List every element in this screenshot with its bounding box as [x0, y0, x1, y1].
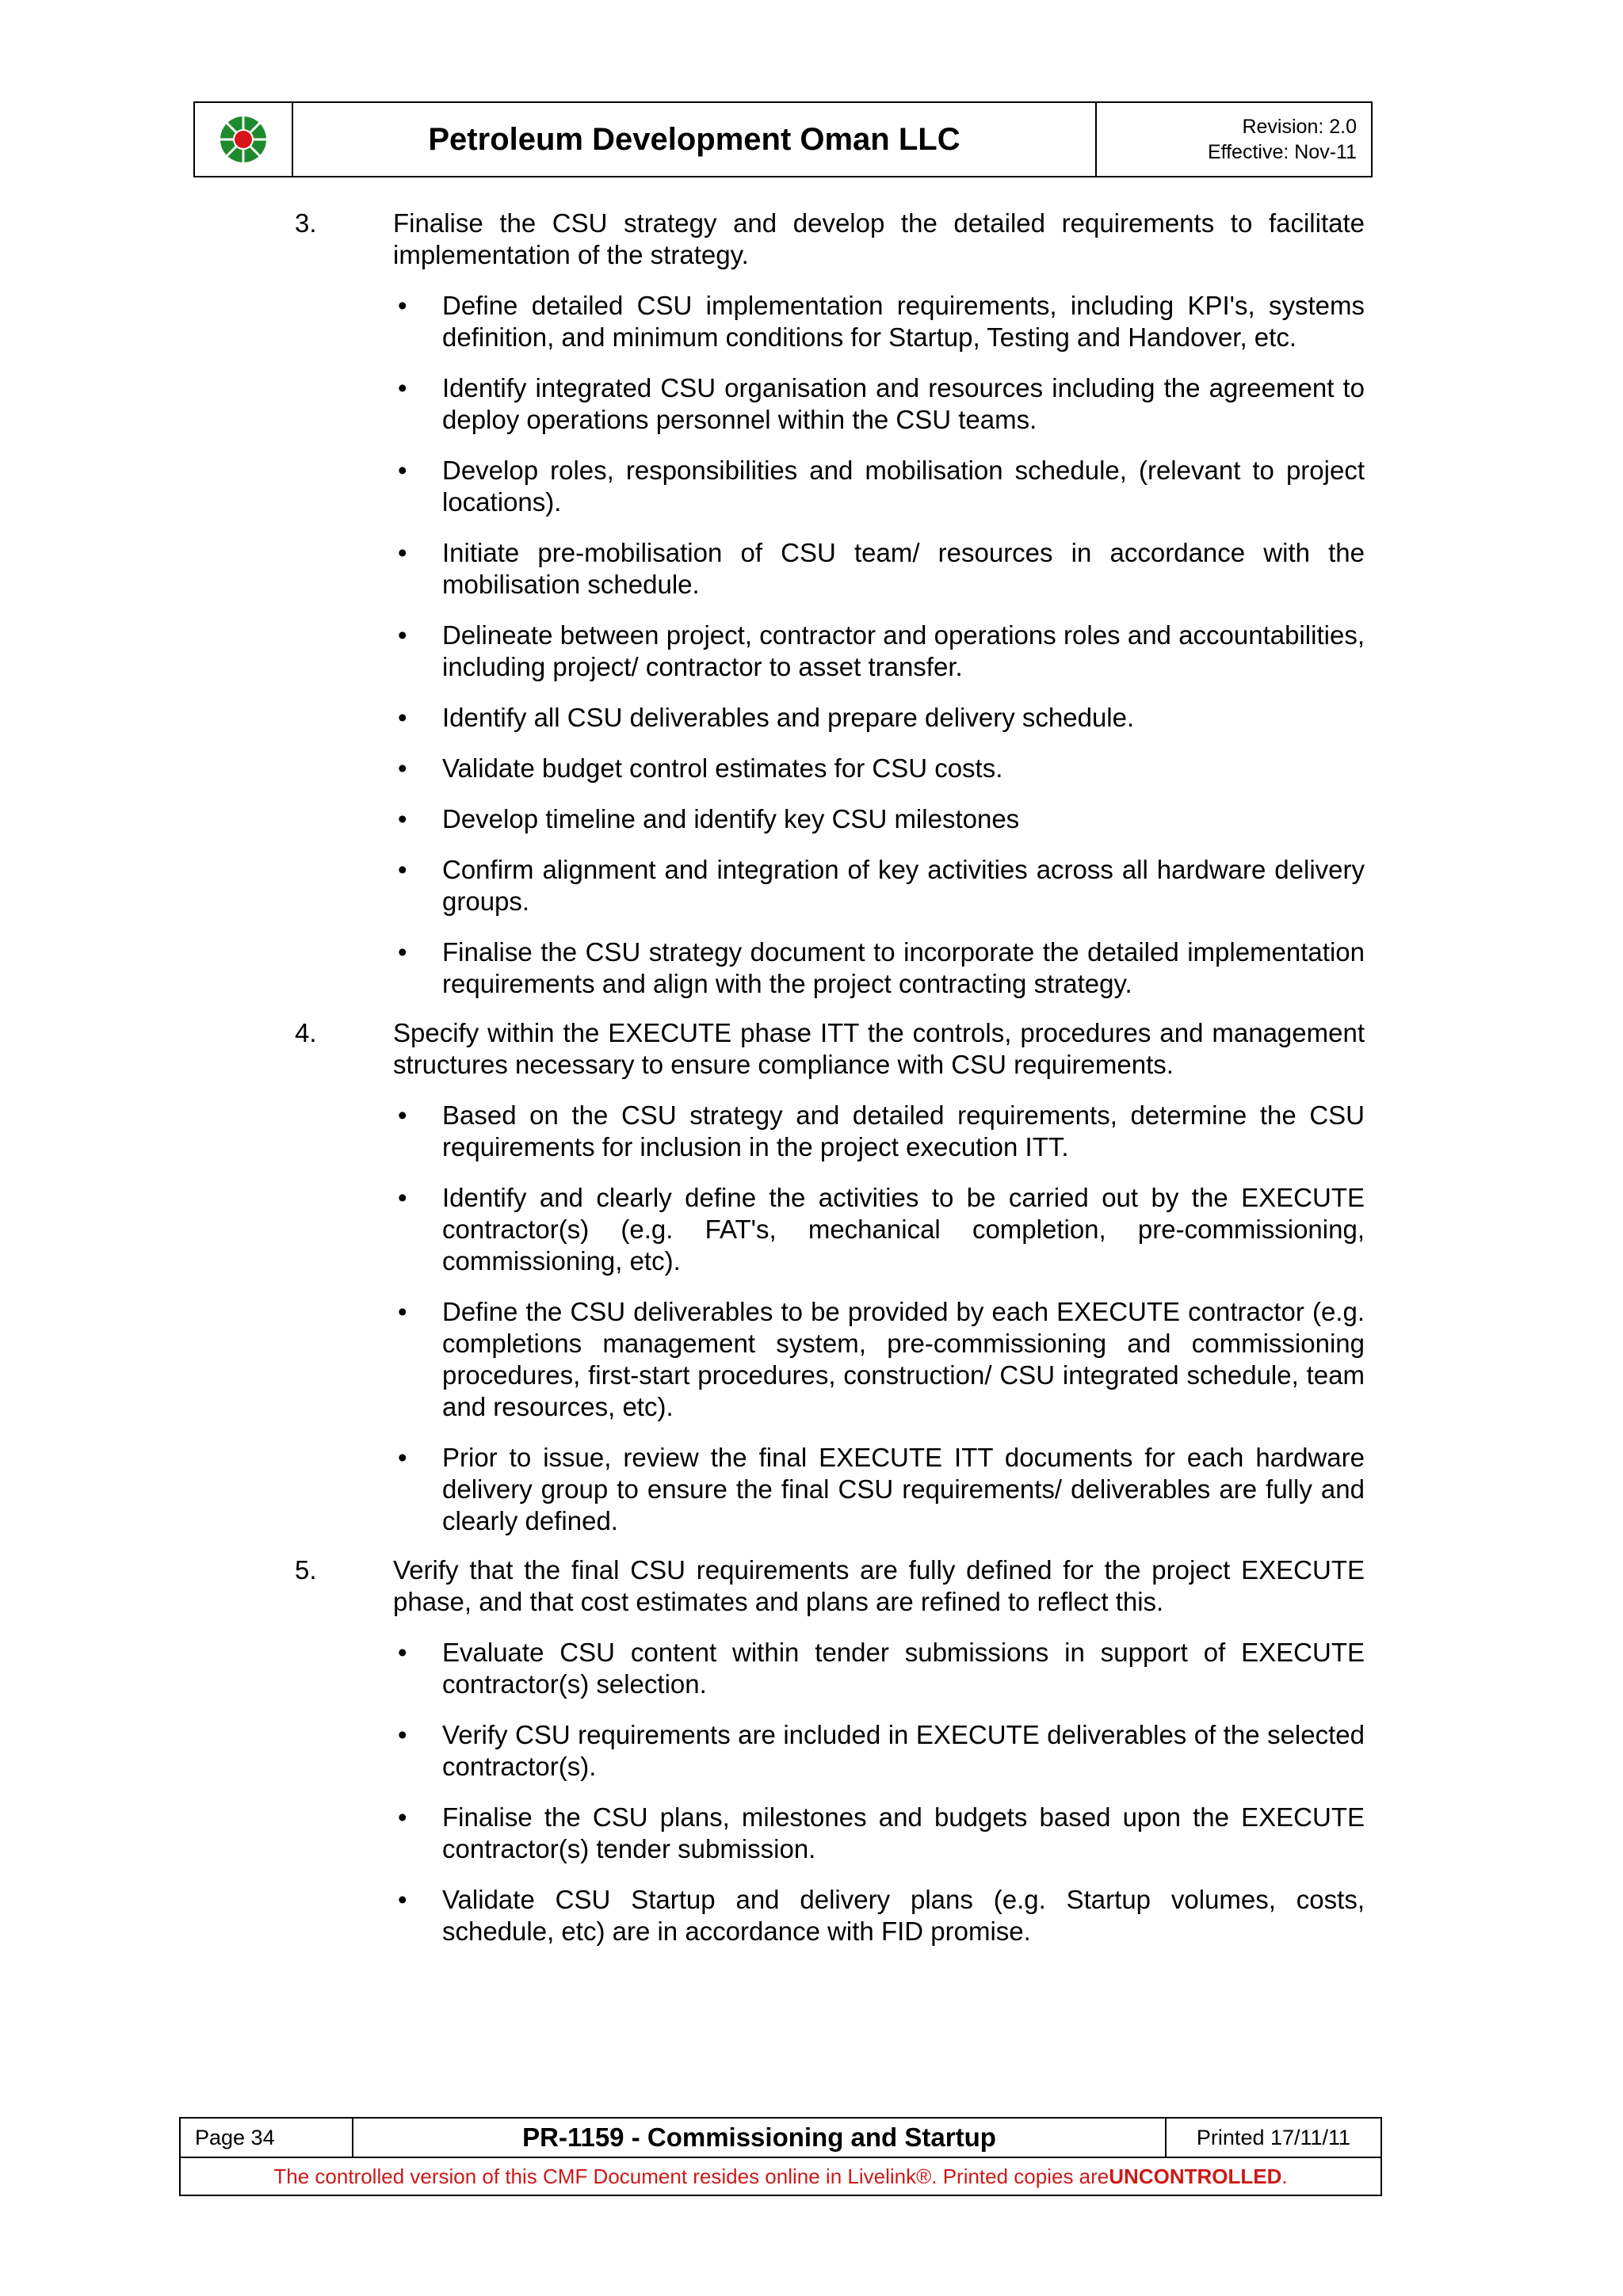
- bullet-item: • Identify and clearly define the activities to be carried out by the EXECUTE contractor(s) (e.g. FAT's, mechanical completion, pre-commissioning, commissioning, etc).: [442, 1182, 1365, 1277]
- effective-date: Effective: Nov-11: [1207, 141, 1357, 163]
- item-text: Specify within the EXECUTE phase ITT the controls, procedures and management structures necessary to ensure compliance with CSU requirements.: [393, 1018, 1365, 1079]
- footer-row: [181, 2119, 1381, 2158]
- bullet-item: • Confirm alignment and integration of key activities across all hardware delivery groups.: [442, 854, 1365, 917]
- bullet-item: • Finalise the CSU strategy document to incorporate the detailed implementation requirements and align with the project contracting strategy.: [442, 936, 1365, 1000]
- bullet-item: • Identify all CSU deliverables and prepare delivery schedule.: [442, 702, 1365, 734]
- bullet-item: • Delineate between project, contractor and operations roles and accountabilities, including project/ contractor to asset transfer.: [442, 620, 1365, 683]
- bullet-item: • Validate CSU Startup and delivery plans (e.g. Startup volumes, costs, schedule, etc) are in accordance with FID promise.: [442, 1884, 1365, 1947]
- bullet-item: • Identify integrated CSU organisation and resources including the agreement to deploy operations personnel within the CSU teams.: [442, 372, 1365, 436]
- bullet-item: • Define the CSU deliverables to be provided by each EXECUTE contractor (e.g. completions management system, pre-commissioning and commissioning procedures, first-start procedures, construction/ CSU integrated schedule, team and resources, etc).: [442, 1296, 1365, 1423]
- printed-date: Printed 17/11/11: [1196, 2125, 1351, 2149]
- bullet-item: • Based on the CSU strategy and detailed requirements, determine the CSU requirements for inclusion in the project execution ITT.: [442, 1100, 1365, 1163]
- company-name: Petroleum Development Oman LLC: [293, 103, 1097, 176]
- item-text: Verify that the final CSU requirements are fully defined for the project EXECUTE phase, and that cost estimates and plans are refined to reflect this.: [393, 1555, 1365, 1616]
- document-body: [0, 208, 1623, 1947]
- bullet-item: • Evaluate CSU content within tender submissions in support of EXECUTE contractor(s) selection.: [442, 1637, 1365, 1700]
- bullet-item: • Initiate pre-mobilisation of CSU team/ resources in accordance with the mobilisation schedule.: [442, 537, 1365, 601]
- numbered-item-3: [295, 208, 1365, 1000]
- bullet-item: • Verify CSU requirements are included in EXECUTE deliverables of the selected contractor(s).: [442, 1719, 1365, 1783]
- page-number: Page 34: [181, 2119, 353, 2157]
- revision-block: [1097, 103, 1371, 176]
- notice-emphasis: UNCONTROLLED: [1109, 2164, 1282, 2188]
- document-title: PR-1159 - Commissioning and Startup: [353, 2119, 1167, 2157]
- bullet-item: • Validate budget control estimates for CSU costs.: [442, 753, 1365, 784]
- item-number: 5.: [295, 1555, 317, 1585]
- page-header: [193, 101, 1373, 177]
- controlled-copy-notice: [181, 2158, 1381, 2195]
- page-footer: [179, 2117, 1382, 2196]
- bullet-item: • Develop timeline and identify key CSU milestones: [442, 803, 1365, 835]
- numbered-item-4: [295, 1017, 1365, 1537]
- item-number: 3.: [295, 208, 317, 238]
- numbered-item-5: [295, 1554, 1365, 1947]
- notice-text: The controlled version of this CMF Document resides online in Livelink®. Printed copies are: [273, 2164, 1109, 2188]
- bullet-item: • Finalise the CSU plans, milestones and budgets based upon the EXECUTE contractor(s) tender submission.: [442, 1802, 1365, 1865]
- bullet-item: • Prior to issue, review the final EXECUTE ITT documents for each hardware delivery group to ensure the final CSU requirements/ deliverables are fully and clearly defined.: [442, 1442, 1365, 1537]
- item-text: Finalise the CSU strategy and develop the detailed requirements to facilitate implementation of the strategy.: [393, 208, 1365, 269]
- revision-text: Revision: 2.0: [1242, 116, 1357, 138]
- notice-suffix: .: [1281, 2164, 1288, 2188]
- bullet-item: • Develop roles, responsibilities and mobilisation schedule, (relevant to project locations).: [442, 455, 1365, 518]
- item-number: 4.: [295, 1018, 317, 1047]
- logo-cell: [195, 103, 293, 176]
- bullet-item: • Define detailed CSU implementation requirements, including KPI's, systems definition, and minimum conditions for Startup, Testing and Handover, etc.: [442, 290, 1365, 353]
- pdo-logo-icon: [218, 114, 269, 165]
